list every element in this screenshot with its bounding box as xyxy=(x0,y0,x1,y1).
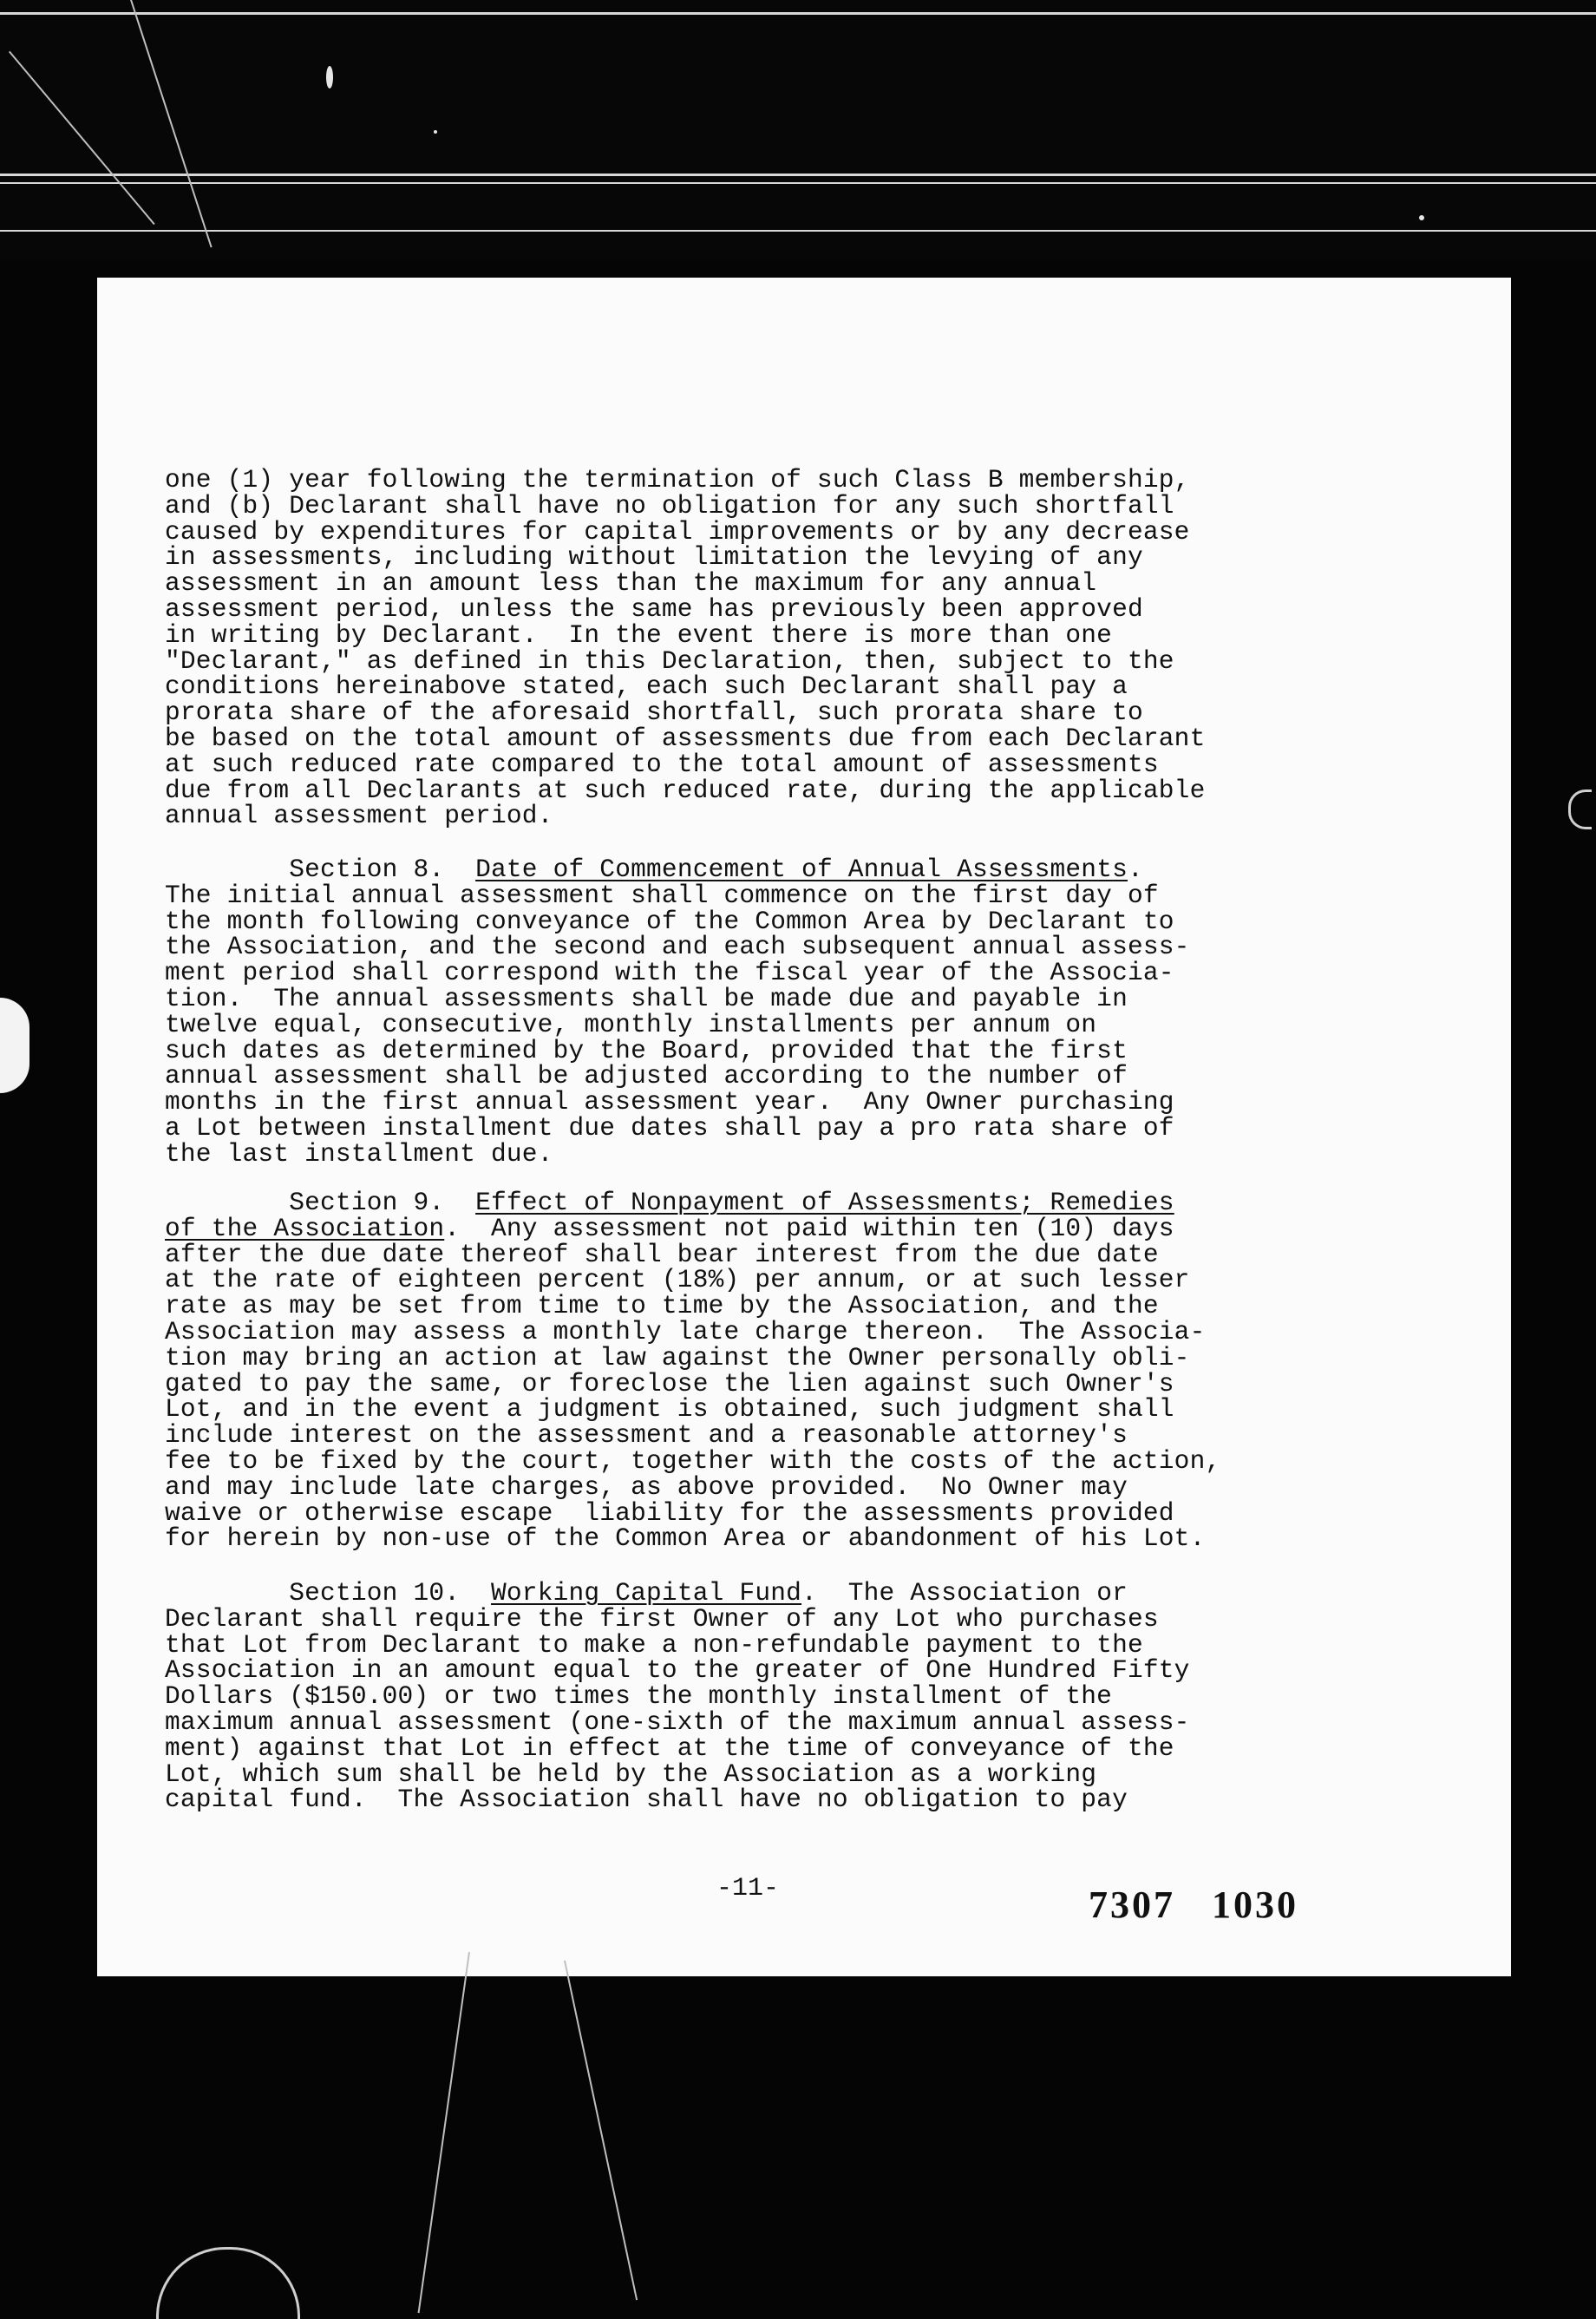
scan-artifact xyxy=(1568,789,1592,829)
text-line: the last installment due. xyxy=(165,1138,553,1169)
text-line: ment period shall correspond with the fiscal year of the Associa- xyxy=(165,958,1174,988)
scan-artifact xyxy=(156,2247,300,2319)
text-line: ment) against that Lot in effect at the time of conveyance of the xyxy=(165,1733,1174,1763)
scan-streak xyxy=(9,51,155,225)
section-9 xyxy=(165,1190,1396,1552)
text-line: Association in an amount equal to the greater of One Hundred Fifty xyxy=(165,1655,1190,1686)
text-line: months in the first annual assessment year. Any Owner purchasing xyxy=(165,1087,1174,1117)
section-10-label: Section 10. xyxy=(289,1578,461,1608)
text-line: capital fund. The Association shall have no obligation to pay xyxy=(165,1785,1128,1815)
text-line: and may include late charges, as above provided. No Owner may xyxy=(165,1471,1128,1502)
section-10-heading: Working Capital Fund xyxy=(490,1578,802,1608)
text-line: one (1) year following the termination of such Class B membership, xyxy=(165,465,1190,495)
text-line: "Declarant," as defined in this Declaration, then, subject to the xyxy=(165,645,1174,676)
section-8 xyxy=(165,857,1396,1168)
scan-streak xyxy=(564,1961,638,2301)
section-9-heading-line-2 xyxy=(165,1213,1396,1243)
text-line: at the rate of eighteen percent (18%) per annum, or at such lesser xyxy=(165,1265,1190,1295)
text-line: Lot, which sum shall be held by the Association as a working xyxy=(165,1759,1097,1789)
text-line: due from all Declarants at such reduced rate, during the applicable xyxy=(165,775,1206,805)
text-line: assessment period, unless the same has previously been approved xyxy=(165,593,1143,624)
scan-speck xyxy=(434,130,437,134)
text-line: after the due date thereof shall bear interest from the due date xyxy=(165,1239,1159,1269)
section-9-heading-cont: of the Association xyxy=(165,1213,445,1243)
text-line: that Lot from Declarant to make a non-refundable payment to the xyxy=(165,1629,1143,1660)
section-9-label: Section 9. xyxy=(289,1188,445,1217)
scan-line xyxy=(0,182,1596,184)
text-line: rate as may be set from time to time by the Association, and the xyxy=(165,1291,1159,1321)
section-10-heading-line xyxy=(165,1578,1396,1608)
section-10 xyxy=(165,1578,1396,1815)
text-line: annual assessment period. xyxy=(165,801,553,831)
scan-streak xyxy=(418,1952,470,2313)
scan-artifact xyxy=(0,998,29,1093)
section-8-heading-line xyxy=(165,857,1396,883)
text-line: in writing by Declarant. In the event there is more than one xyxy=(165,619,1113,650)
text-line: Association may assess a monthly late charge thereon. The Associa- xyxy=(165,1316,1206,1346)
text-line: the Association, and the second and each subsequent annual assess- xyxy=(165,932,1190,962)
text-line: include interest on the assessment and a reasonable attorney's xyxy=(165,1420,1128,1451)
text-line: The initial annual assessment shall commence on the first day of xyxy=(165,880,1159,910)
text-line: be based on the total amount of assessments due from each Declarant xyxy=(165,723,1206,753)
text-line: Declarant shall require the first Owner of any Lot who purchases xyxy=(165,1603,1159,1634)
text-line: conditions hereinabove stated, each such Declarant shall pay a xyxy=(165,671,1128,702)
text-line: annual assessment shall be adjusted according to the number of xyxy=(165,1061,1128,1091)
text-line: and (b) Declarant shall have no obligation for any such shortfall xyxy=(165,490,1174,521)
text-line: for herein by non-use of the Common Area or abandonment of his Lot. xyxy=(165,1523,1206,1554)
scan-speck xyxy=(1419,215,1424,220)
section-9-heading-line xyxy=(165,1190,1396,1216)
scan-line xyxy=(0,230,1596,232)
section-9-heading: Effect of Nonpayment of Assessments; Remedies xyxy=(475,1188,1174,1217)
text-line: Dollars ($150.00) or two times the monthly installment of the xyxy=(165,1681,1113,1712)
section-9-heading-trail: . Any assessment not paid within ten (10) days xyxy=(444,1213,1174,1243)
text-line: maximum annual assessment (one-sixth of the maximum annual assess- xyxy=(165,1706,1190,1737)
text-line: assessment in an amount less than the maximum for any annual xyxy=(165,568,1097,599)
scan-line xyxy=(0,174,1596,176)
text-line: tion. The annual assessments shall be made due and payable in xyxy=(165,983,1128,1013)
text-line: a Lot between installment due dates shall pay a pro rata share of xyxy=(165,1112,1174,1143)
section-8-heading-trail: . xyxy=(1128,855,1143,884)
text-line: at such reduced rate compared to the total amount of assessments xyxy=(165,749,1159,779)
page-number: -11- xyxy=(716,1874,780,1903)
text-line: tion may bring an action at law against the Owner personally obli- xyxy=(165,1342,1190,1372)
text-line: twelve equal, consecutive, monthly installments per annum on xyxy=(165,1009,1097,1039)
scan-border-top xyxy=(0,0,1596,260)
text-line: waive or otherwise escape liability for the assessments provided xyxy=(165,1497,1174,1528)
continuation-paragraph xyxy=(165,465,1396,831)
text-line: such dates as determined by the Board, provided that the first xyxy=(165,1035,1128,1065)
document-number: 7307 1030 xyxy=(1089,1883,1298,1926)
text-line: Lot, and in the event a judgment is obtained, such judgment shall xyxy=(165,1394,1174,1425)
text-line: prorata share of the aforesaid shortfall, such prorata share to xyxy=(165,698,1143,728)
section-8-label: Section 8. xyxy=(289,855,445,884)
text-line: caused by expenditures for capital improvements or by any decrease xyxy=(165,516,1190,547)
text-line: the month following conveyance of the Common Area by Declarant to xyxy=(165,906,1174,936)
text-line: in assessments, including without limitation the levying of any xyxy=(165,542,1143,573)
scan-line xyxy=(0,12,1596,15)
section-8-heading: Date of Commencement of Annual Assessments xyxy=(475,855,1128,884)
text-line: fee to be fixed by the court, together with the costs of the action, xyxy=(165,1445,1221,1476)
text-line: gated to pay the same, or foreclose the lien against such Owner's xyxy=(165,1368,1174,1399)
scan-speck xyxy=(326,66,333,88)
section-10-heading-trail: . The Association or xyxy=(801,1578,1128,1608)
